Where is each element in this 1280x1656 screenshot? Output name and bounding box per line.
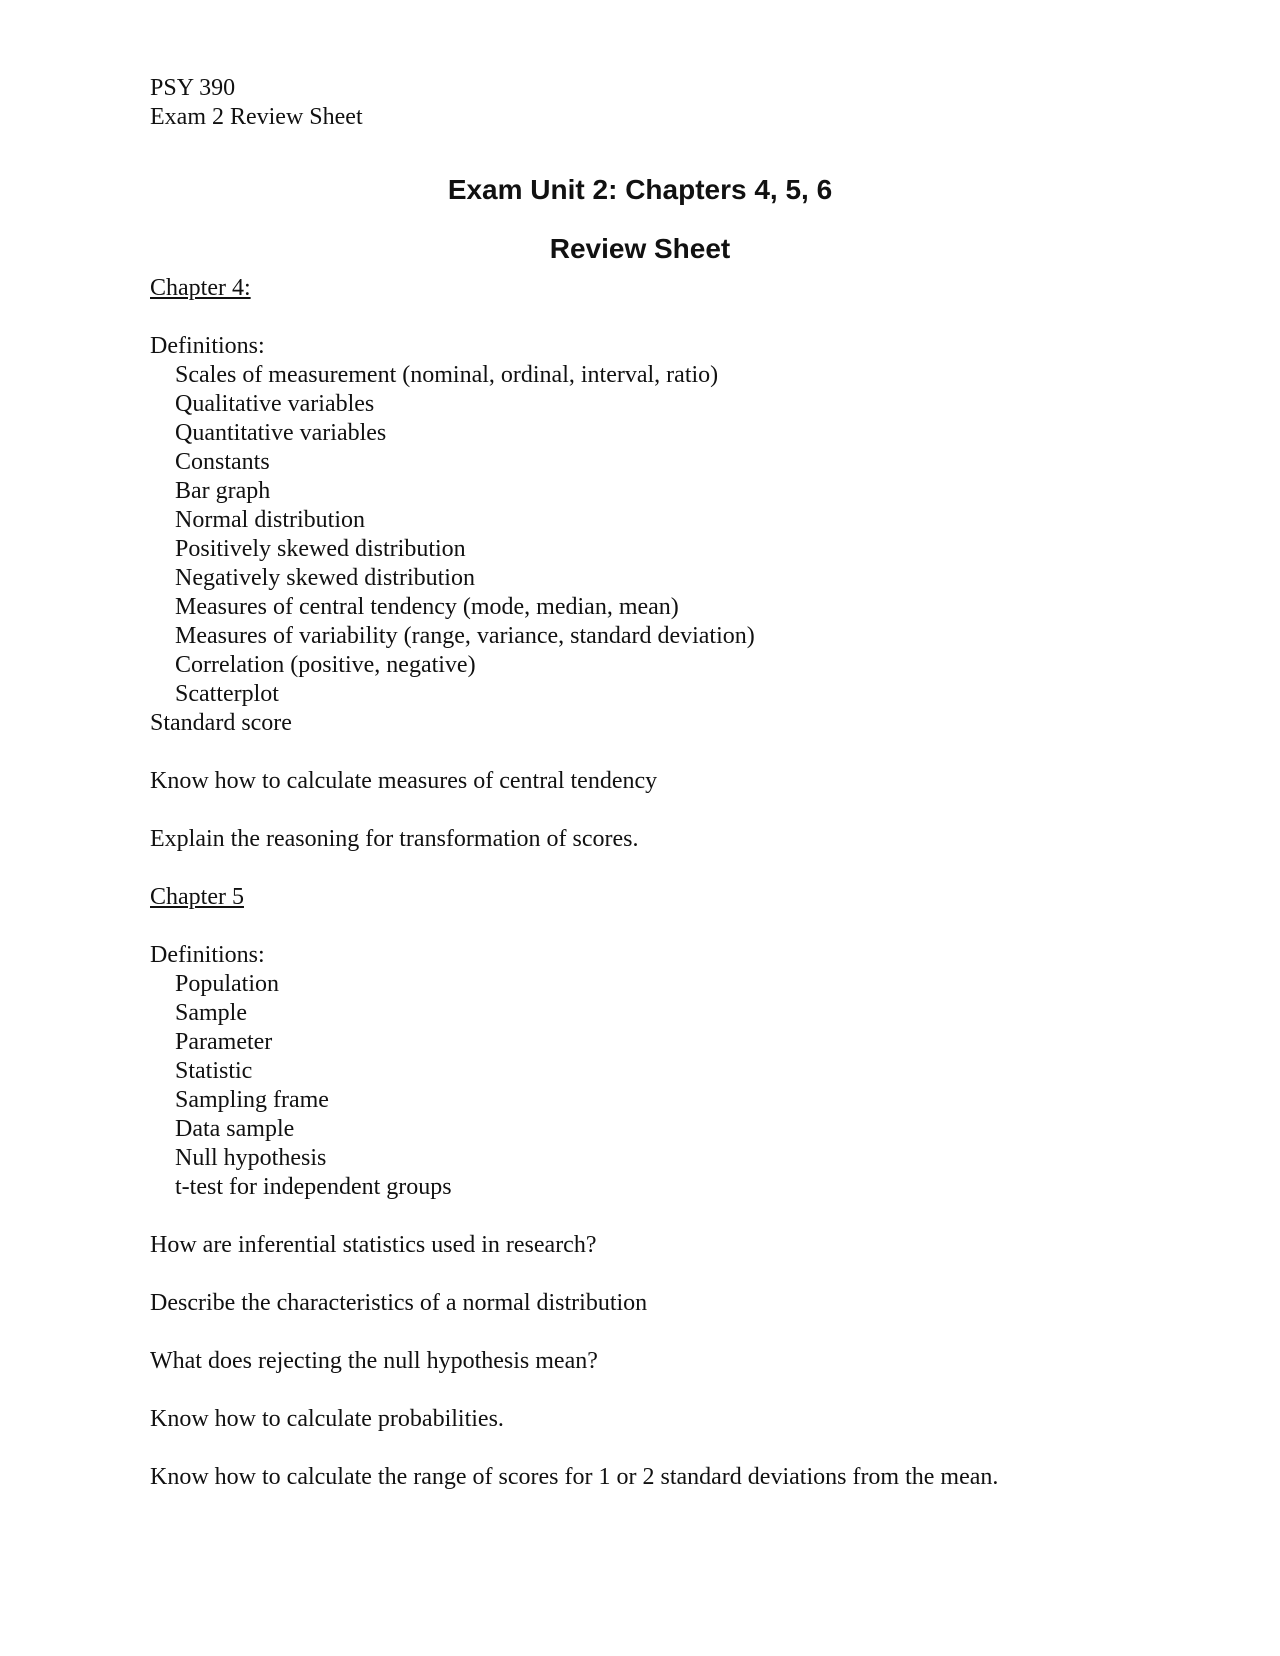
page-subtitle: Review Sheet bbox=[549, 233, 731, 264]
review-content bbox=[150, 274, 1230, 1492]
definition-item: Population bbox=[175, 971, 280, 997]
document-header bbox=[150, 74, 363, 132]
spacer bbox=[150, 1376, 1230, 1405]
chapter-4-heading: Chapter 4: bbox=[150, 275, 251, 301]
definition-item: Measures of variability (range, variance, standard deviation) bbox=[175, 623, 755, 649]
spacer bbox=[150, 738, 1230, 767]
chapter-4-definitions-label: Definitions: bbox=[150, 333, 265, 359]
spacer bbox=[150, 1260, 1230, 1289]
definition-item: Bar graph bbox=[175, 478, 271, 504]
page-title: Exam Unit 2: Chapters 4, 5, 6 bbox=[447, 174, 833, 205]
definition-item: Constants bbox=[175, 449, 270, 475]
review-item: Know how to calculate the range of scores for 1 or 2 standard deviations from the mean. bbox=[150, 1464, 999, 1490]
course-code: PSY 390 bbox=[150, 75, 236, 101]
definition-item: Statistic bbox=[175, 1058, 253, 1084]
definition-item: Sample bbox=[175, 1000, 247, 1026]
spacer bbox=[150, 796, 1230, 825]
review-item: How are inferential statistics used in research? bbox=[150, 1232, 597, 1258]
definition-item: Measures of central tendency (mode, median, mean) bbox=[175, 594, 679, 620]
definition-item: Scatterplot bbox=[175, 681, 279, 707]
review-item: Explain the reasoning for transformation of scores. bbox=[150, 826, 639, 852]
spacer bbox=[150, 854, 1230, 883]
review-item: Describe the characteristics of a normal distribution bbox=[150, 1290, 648, 1316]
chapter-5-heading: Chapter 5 bbox=[150, 884, 244, 910]
definition-item: Qualitative variables bbox=[175, 391, 375, 417]
definition-item: Negatively skewed distribution bbox=[175, 565, 475, 591]
review-item: What does rejecting the null hypothesis mean? bbox=[150, 1348, 598, 1374]
definition-item: Null hypothesis bbox=[175, 1145, 327, 1171]
document-name: Exam 2 Review Sheet bbox=[150, 104, 363, 130]
review-item: Know how to calculate probabilities. bbox=[150, 1406, 504, 1432]
review-item: Know how to calculate measures of central tendency bbox=[150, 768, 658, 794]
spacer bbox=[150, 912, 1230, 941]
definition-item: Positively skewed distribution bbox=[175, 536, 466, 562]
definition-item: Parameter bbox=[175, 1029, 273, 1055]
spacer bbox=[150, 1318, 1230, 1347]
definition-item: Normal distribution bbox=[175, 507, 365, 533]
definition-item-standard-score: Standard score bbox=[150, 710, 292, 736]
definition-item: Sampling frame bbox=[175, 1087, 329, 1113]
definition-item: t-test for independent groups bbox=[175, 1174, 452, 1200]
chapter-5-definitions-label: Definitions: bbox=[150, 942, 265, 968]
spacer bbox=[150, 1434, 1230, 1463]
definition-item: Scales of measurement (nominal, ordinal, interval, ratio) bbox=[175, 362, 719, 388]
spacer bbox=[150, 303, 1230, 332]
definition-item: Correlation (positive, negative) bbox=[175, 652, 476, 678]
definition-item: Quantitative variables bbox=[175, 420, 387, 446]
definition-item: Data sample bbox=[175, 1116, 295, 1142]
spacer bbox=[150, 1202, 1230, 1231]
